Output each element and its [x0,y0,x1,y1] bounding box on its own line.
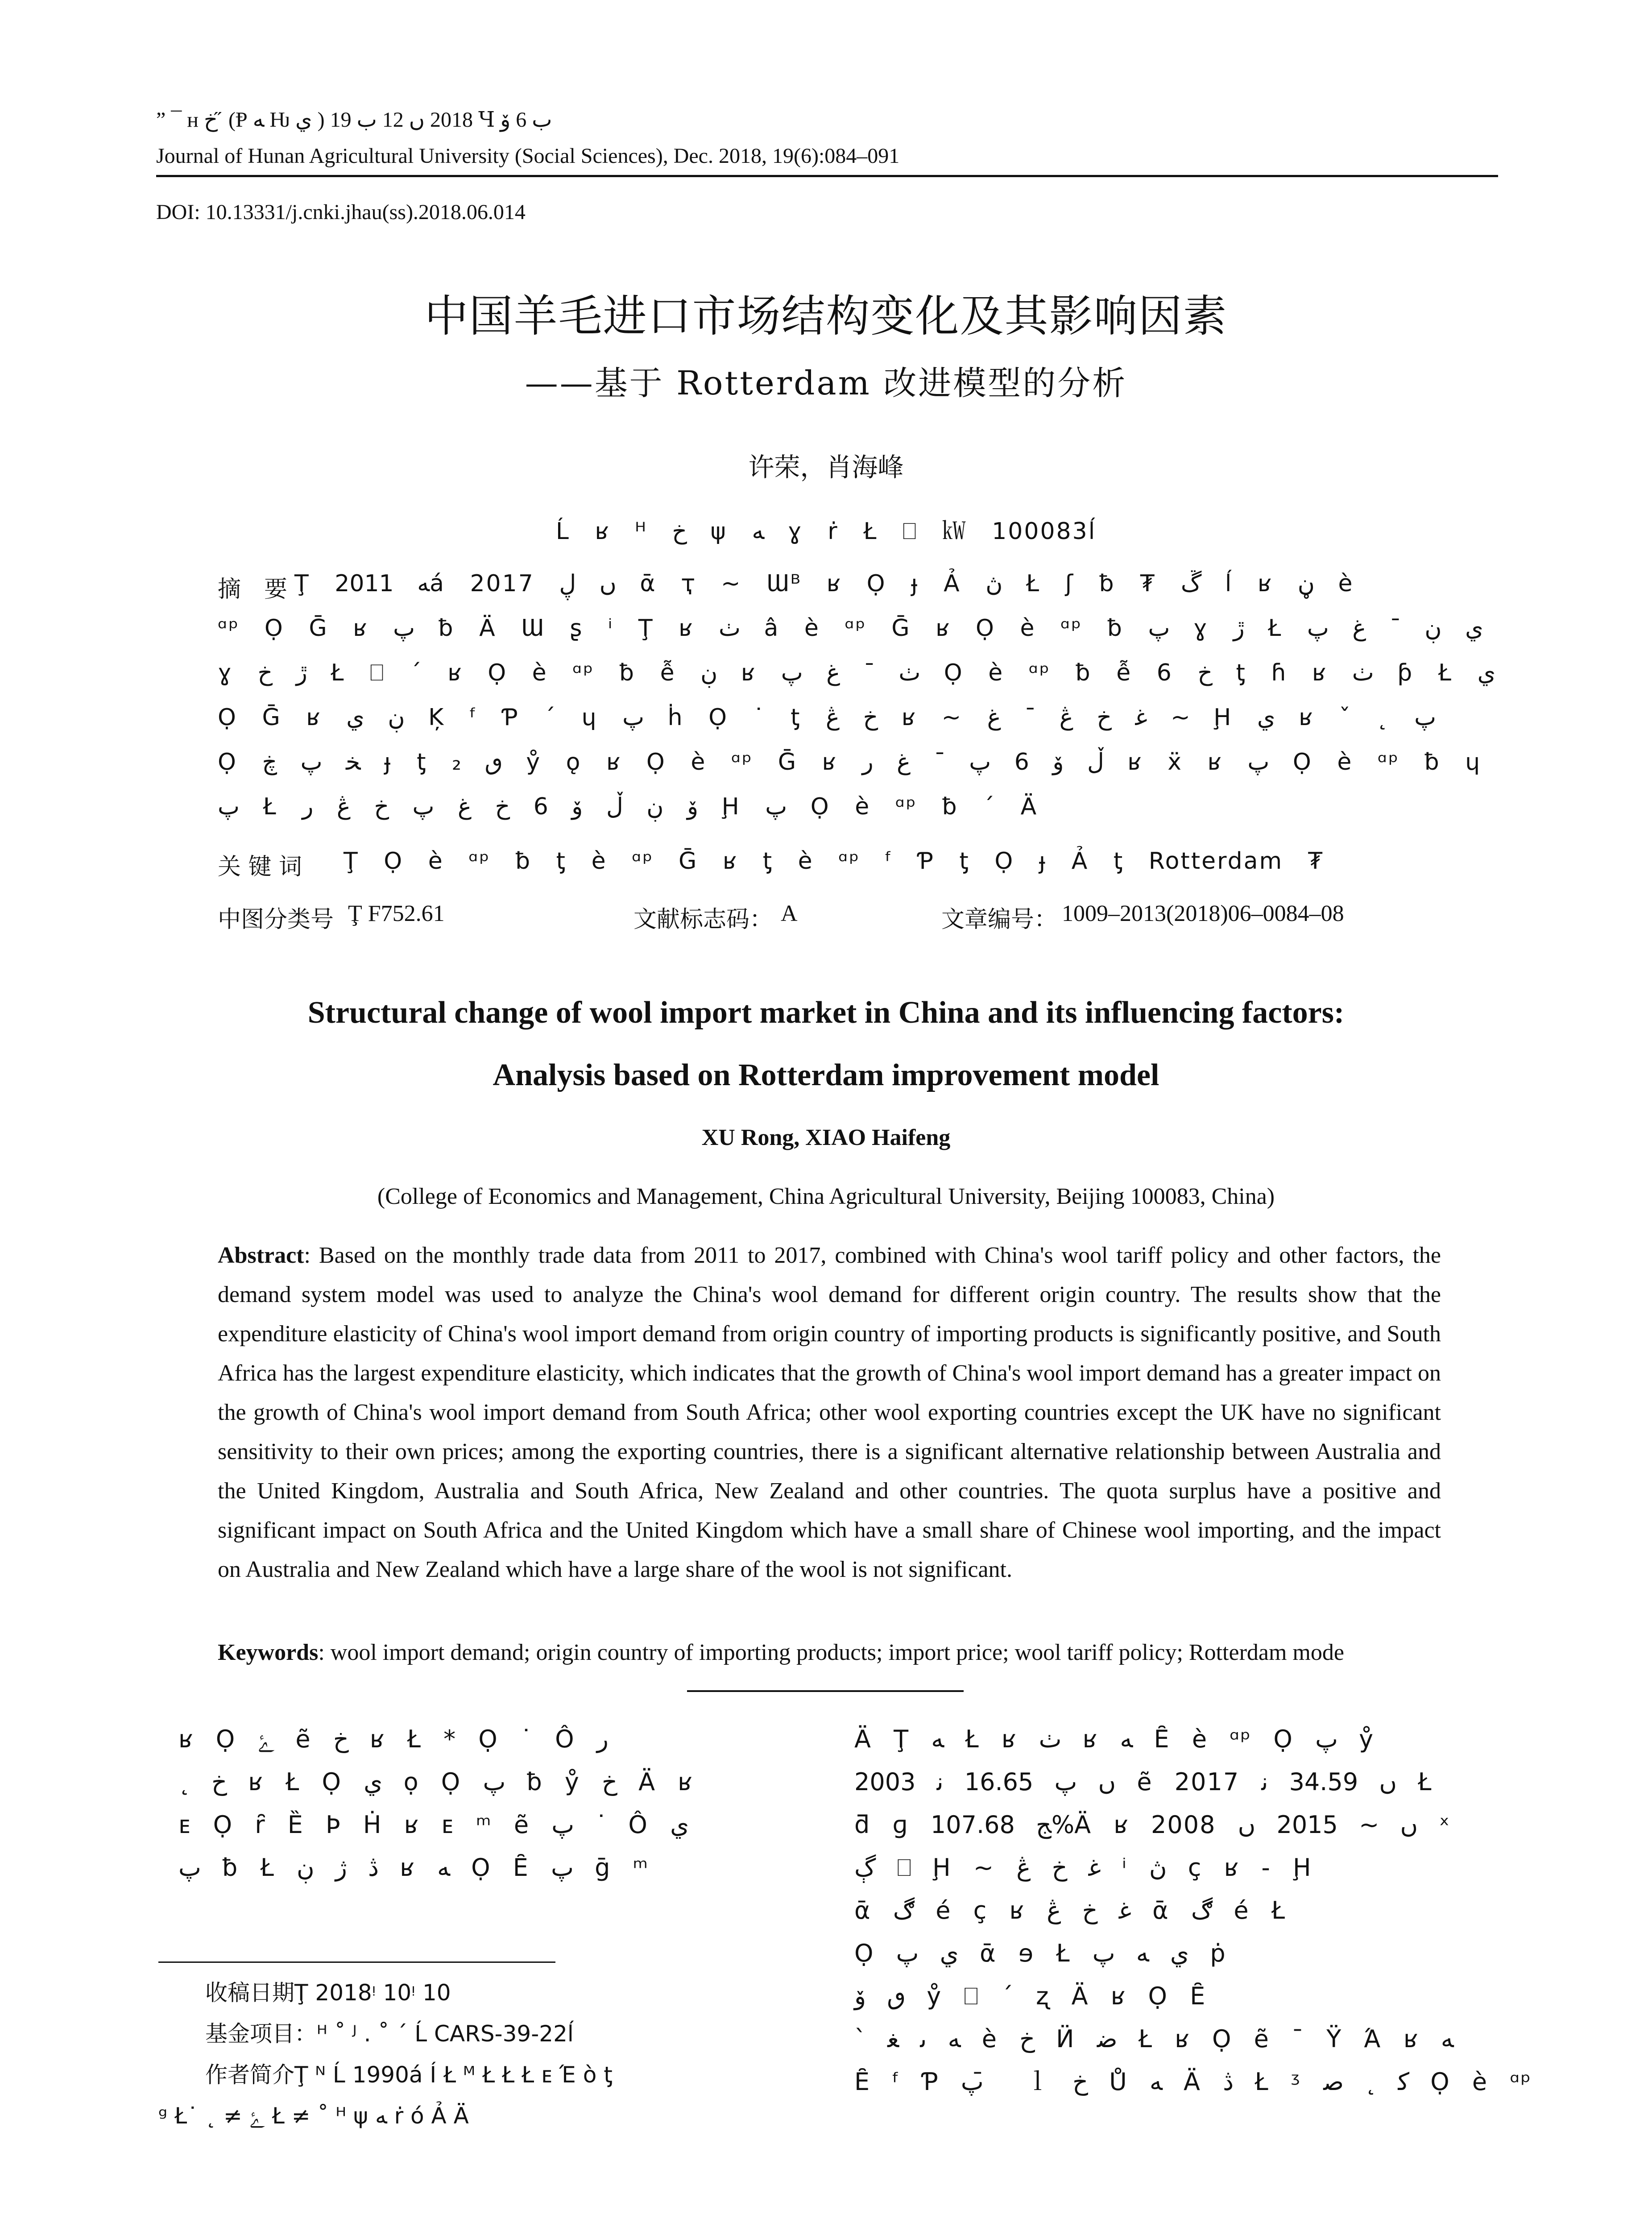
body-line: ڳ ⎕ Ḩ ~ ﻏ خ ڠ ⁱ ڽ ç ʁ - Ḩ [854,1854,1312,1882]
footnote-author-line2: ᵍ Ł˙ ˛ ≠ ﮰ Ł ≠ ˚ ᴴ ψ ﻪ ṙ ó Ả Ä [158,2103,469,2129]
abstract-cn-line: Ţ ﻪ 2011á 2017 ں ڸ ᾱ ҭ ~ Ɯᴮ ʁ Ọ ɟ Ả ڽ Ł ʃ ƀ ₮ ڱ ĺ ʁ ڼ è [294,570,1354,597]
right-column [854,1718,1532,2103]
header-rule [156,175,1498,177]
authors-cn: 许荣，肖海峰 [748,452,904,482]
journal-en-header: Journal of Hunan Agricultural University (Social Sciences), Dec. 2018, 19(6):084–091 [156,144,900,168]
body-line: 2003 ں پ 16.65 ﻧ ẽ 2017 ں 34.59 ﻧ Ł [854,1768,1433,1796]
body-line: ᾱ ڰ é ç ʁ ﻏ خ ڠ ᾱ ڰ é Ł [854,1896,1286,1924]
journal-cn-header: ” ¯ ʜ خ ̋ (Ᵽ ﻪ Ƕ ي ) 2018 ں 12 ب 19 Ɥ ب 6 ﯙ [156,108,552,132]
doc-code-label: 文献标志码： [633,906,773,933]
doc-code-value: A [781,901,798,926]
abstract-cn-line: Ọ ﺨ پ ڿ ɟ ƫ ٯ ₂ ẙ ǫ ʁ Ọ è ᵅᵖ Ḡ ʁ ڵ ﯙ 6 پ ¯ غ ﺭ ʁ ẍ ʁ پ Ọ è ᵅᵖ ƀ ɥ [218,749,1482,775]
body-line: Ȇ ᶠ Ƥ پ ̄ ｌ خ Ů ﻪ Ä ڎ Ł ᶾ ﻛ ˛ ﺻ Ọ è ᵅᵖ [854,2068,1532,2096]
article-id-label: 文章编号： [941,906,1058,933]
keywords-en-label: Keywords [218,1640,319,1665]
body-line: ᴇ Ọ ȓ Ȅ Þ Ḣ ʁ ᴇ ᵐ ẽ پ ˙ Ô ي [178,1811,689,1839]
subtitle-cn: ——基于 Rotterdam 改进模型的分析 [525,364,1127,402]
title-cn: 中国羊毛进口市场结构变化及其影响因素 [424,291,1228,342]
abstract-en-label: Abstract [218,1243,304,1268]
footnote-rule [158,1961,555,1963]
left-column [178,1718,693,1889]
fund-value: ᴴ ˚ ᴶ . ˚ ´ Ĺ CARS-39-22ĺ [317,2021,574,2047]
footnote-received [205,1972,451,2013]
body-line: ˛ خ ʁ Ł Ọ ي ọ Ọ پ ƀ ẙ خ Ä ʁ [178,1768,693,1796]
doi: DOI: 10.13331/j.cnki.jhau(ss).2018.06.014 [156,200,526,224]
section-separator [687,1690,964,1692]
title-en-line1: Structural change of wool import market in China and its influencing factors: [307,995,1345,1030]
footnote-author [205,2054,613,2095]
body-line: ƌ ɡ ﺞ 107.68%Ä ʁ 2008 ں ~ 2015 ں ˣ [854,1811,1451,1839]
keywords-en [218,1633,1467,1672]
keywords-en-text: : wool import demand; origin country of importing products; import price; wool tariff policy; Rotterdam mode [318,1640,1344,1665]
abstract-cn-line: Ọ Ḡ ʁ ڹ ي Ķ ᶠ Ƥ ´ ɥ پ ḣ Ọ ˙ ƫ خ ڠ ʁ ~ ﻏ خ ڠ ¯ غ ~ Ḩ ي ʁ ˇ ˛ پ [218,704,1437,731]
abstract-cn-label: 摘 要 [218,576,288,603]
article-id-value: 1009–2013(2018)06–0084–08 [1062,901,1344,926]
abstract-en-text: : Based on the monthly trade data from 2011 to 2017, combined with China's wool tariff policy and other factors, the demand system model was used to analyze the China's wool demand for different origin country. The results show that the expenditure elasticity of China's wool import demand from origin country of importing products is significantly positive, and South Africa has the largest expenditure elasticity, which indicates that the growth of China's wool import demand has a greater impact on the growth of China's wool import demand from South Africa; other wool exporting countries except the UK have no significant sensitivity to their own prices; among the exporting countries, there is a significant alternative relationship between Australia and the United Kingdom, Australia and South Africa, New Zealand and other countries. The quota surplus have a positive and significant impact on South Africa and the United Kingdom which have a small share of Chinese wool importing, and the impact on Australia and New Zealand which have a large share of the wool is not significant. [218,1243,1441,1582]
affiliation-cn: Ĺ ʁ ᴴ خ ψ ﻪ ɣ ṙ Ł ⎕ ㎾ 100083ĺ [555,518,1097,545]
received-label: 收稿日期 [205,1980,294,2006]
affiliation-en: (College of Economics and Management, China Agricultural University, Beijing 100083, China) [377,1184,1275,1209]
body-line: ٯ ﯙ ẙ ⎕ ´ ʐ Ä ʁ Ọ Ȇ [854,1982,1206,2010]
abstract-cn-line: پ Ł ﯙ ڹ ڵ ﯙ 6 خ غ پ خ ڠ ﺭ Ḩ پ Ọ è ᵅᵖ ƀ ´ Ä [218,793,1038,820]
keywords-cn-label: 关 键 词 [218,854,302,880]
abstract-cn-line: ɣ ڙ خ Ł ⎕ ´ ʁ Ọ è ᵅᵖ ƀ ễ ڹ ʁ ٺ ¯ غ پ Ọ è ᵅᵖ ƀ ễ 6 خ ƫ ɦ ʁ ٺ ƥ Ł ي [218,659,1496,686]
clc-label: 中图分类号 [218,906,334,933]
author-value: Ţ ᴺ Ĺ 1990á Í Ł ᴹ Ł Ł Ł ᴇ Έ ò ƫ [294,2062,613,2088]
keywords-cn-text: Ţ Ọ è ᵅᵖ ƀ ƫ è ᵅᵖ Ḡ ʁ ƫ è ᵅᵖ ᶠ Ƥ ƫ Ọ ɟ Ả ƫ Rotterdam ₮ [344,848,1324,875]
body-line: Ä Ţ ﻪ Ł ʁ ٺ ʁ ﻪ Ȇ è ᵅᵖ Ọ پ ẙ [854,1725,1375,1753]
author-label: 作者简介 [205,2062,294,2088]
body-line: ʁ Ọ ﮰ ẽ خ ʁ Ł * Ọ ˙ Ô ﺭ [178,1725,609,1753]
title-en-line2: Analysis based on Rotterdam improvement model [493,1058,1159,1092]
body-line: پ ƀ Ł ڎ ژ ڹ ʁ ﻪ Ọ Ȇ پ ḡ ᵐ [178,1854,649,1882]
received-value: Ţ 2018ᵎ 10ᵎ 10 [294,1980,451,2006]
authors-en: XU Rong, XIAO Haifeng [701,1125,951,1150]
footnote-fund [205,2013,574,2054]
fund-label: 基金项目： [205,2021,317,2047]
clc-value: Ţ F752.61 [348,901,445,926]
abstract-cn-line: ᵅᵖ Ọ Ḡ ʁ پ ƀ Ä Ɯ ʂ ⁱ Ţ ʁ ٺ â è ᵅᵖ Ḡ ʁ Ọ è ᵅᵖ ƀ پ ɣ ڙ Ł ي ڹ ¯ غ پ [218,615,1483,642]
abstract-en [218,1236,1441,1589]
body-line: Ọ ي پ ᾱ ɘ Ł ي ﻪ پ ṗ [854,1939,1226,1967]
body-line: ˋ ﻪ ﯨ ﻐ è خ Ӥ ﺿ Ł ʁ Ọ ẽ ¯ Ÿ Ά ʁ ﻪ [854,2025,1454,2053]
